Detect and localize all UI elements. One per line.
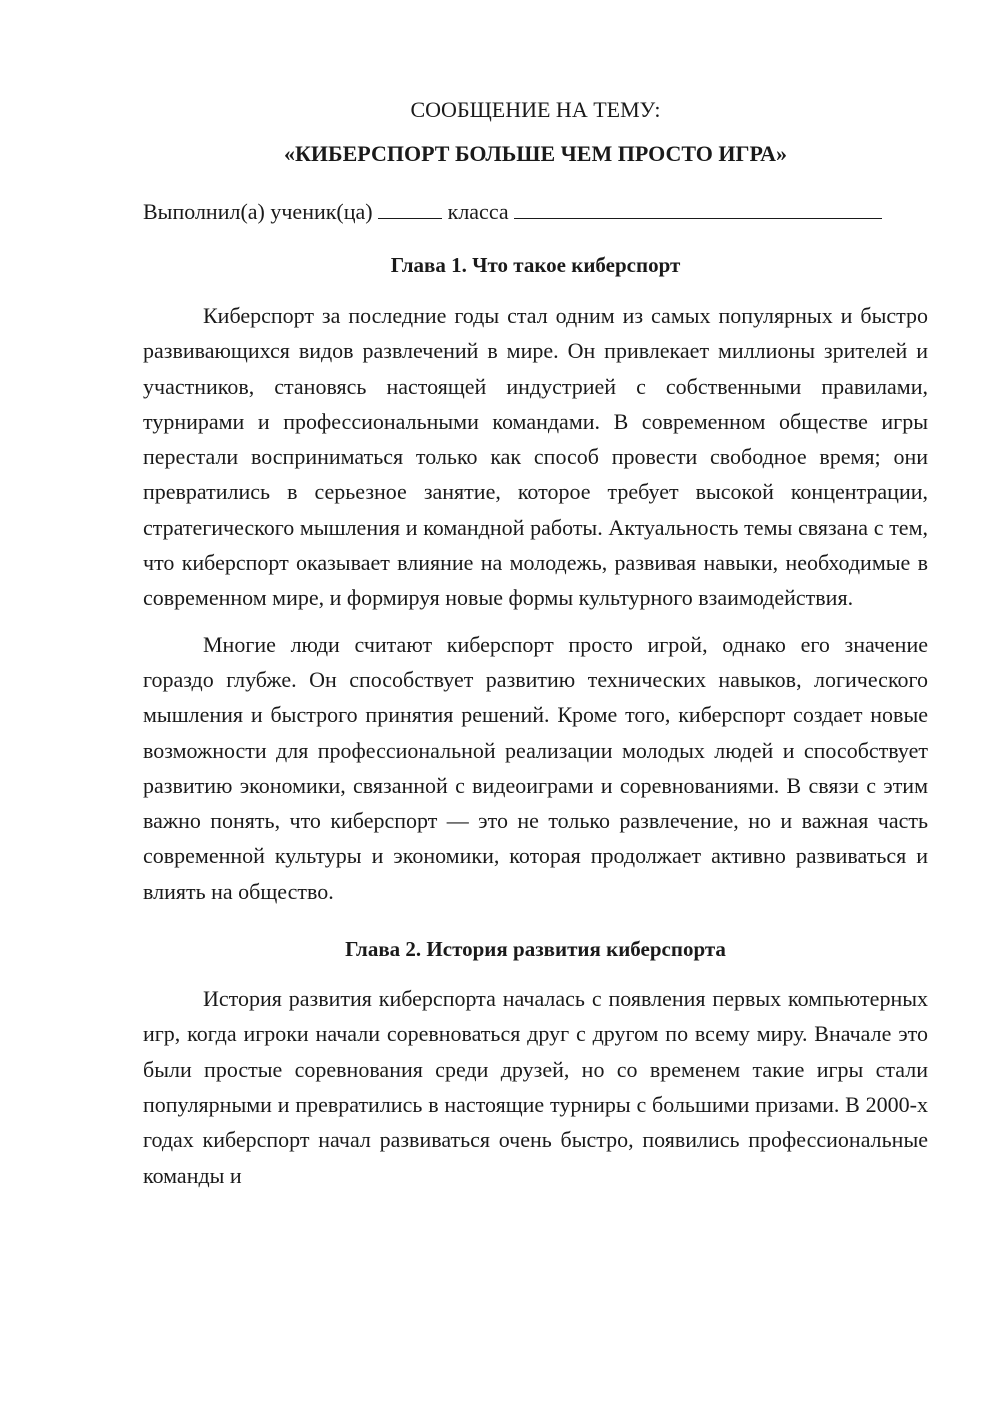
chapter2-heading: Глава 2. История развития киберспорта — [345, 937, 726, 962]
chapter2-paragraph1: История развития киберспорта началась с появления первых компьютерных игр, когда игроки начали соревноваться друг с другом по всему миру. Вначале это были простые соревнования среди друзей, но со временем такие игры стали популярными и превратились в настоящие турниры с большими призами. В 2000-х годах киберспорт начал развиваться очень быстро, появились профессиональные команды и — [143, 986, 928, 1188]
chapter1-heading: Глава 1. Что такое киберспорт — [390, 253, 681, 277]
document-body — [143, 92, 928, 1193]
author-prefix: Выполнил(а) ученик(ца) — [143, 199, 373, 224]
class-number-blank — [378, 198, 442, 219]
chapter1-paragraph1: Киберспорт за последние годы стал одним из самых популярных и быстро развивающихся видов развлечений в мире. Он привлекает миллионы зрителей и участников, становясь настоящей индустрией с собственными правилами, турнирами и профессиональными командами. В современном обществе игры перестали восприниматься только как способ провести свободное время; они превратились в серьезное занятие, которое требует высокой концентрации, стратегического мышления и командной работы. Актуальность темы связана с тем, что киберспорт оказывает влияние на молодежь, развивая навыки, необходимые в современном мире, и формируя новые формы культурного взаимодействия. — [143, 303, 928, 611]
chapter1-paragraph2: Многие люди считают киберспорт просто игрой, однако его значение гораздо глубже. Он способствует развитию технических навыков, логического мышления и быстрого принятия решений. Кроме того, киберспорт создает новые возможности для профессиональной реализации молодых людей и способствует развитию экономики, связанной с видеоиграми и соревнованиями. В связи с этим важно понять, что киберспорт — это не только развлечение, но и важная часть современной культуры и экономики, которая продолжает активно развиваться и влиять на общество. — [143, 631, 928, 904]
author-middle: класса — [447, 199, 509, 224]
document-title-line1: СООБЩЕНИЕ НА ТЕМУ: — [410, 97, 661, 122]
document-title-line2: «КИБЕРСПОРТ БОЛЬШЕ ЧЕМ ПРОСТО ИГРА» — [283, 141, 788, 166]
author-line — [143, 194, 928, 230]
author-name-blank — [514, 198, 882, 219]
